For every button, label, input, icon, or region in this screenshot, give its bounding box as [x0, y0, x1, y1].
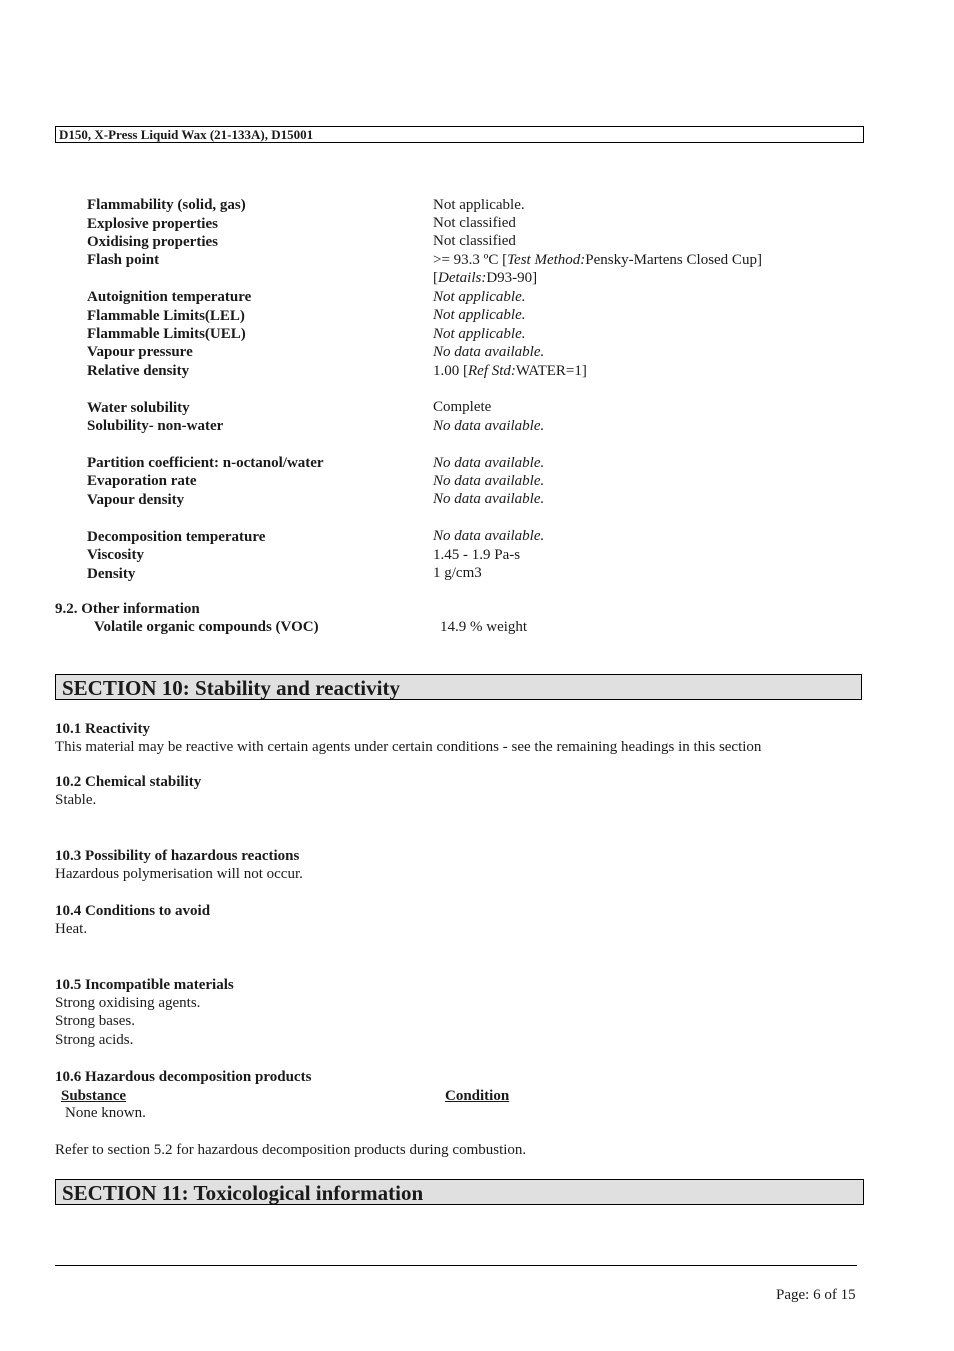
incompatible-heading: 10.5 Incompatible materials: [55, 977, 234, 993]
section-10-header: [55, 674, 862, 700]
substance-value: None known.: [65, 1105, 146, 1121]
incompatible-item: Strong acids.: [55, 1032, 134, 1048]
prop-label-relative-density: Relative density: [87, 363, 190, 379]
prop-label-explosive: Explosive properties: [87, 216, 218, 232]
substance-column-header: Substance: [61, 1088, 127, 1104]
prop-value-lel: Not applicable.: [433, 307, 526, 323]
hazardous-reactions-heading: 10.3 Possibility of hazardous reactions: [55, 848, 300, 864]
refer-text: Refer to section 5.2 for hazardous decomposition products during combustion.: [55, 1142, 527, 1158]
prop-value-vapour-density: No data available.: [433, 491, 545, 507]
prop-label-uel: Flammable Limits(UEL): [87, 326, 246, 342]
other-info-heading: 9.2. Other information: [55, 601, 200, 617]
prop-value-flash-point: >= 93.3 ºC [Test Method:Pensky-Martens Closed Cup]: [433, 252, 762, 268]
prop-label-flash-point: Flash point: [87, 252, 160, 268]
prop-label-oxidising: Oxidising properties: [87, 234, 218, 250]
reactivity-heading: 10.1 Reactivity: [55, 721, 150, 737]
prop-label-density: Density: [87, 566, 136, 582]
stability-text: Stable.: [55, 792, 97, 808]
prop-value-viscosity: 1.45 - 1.9 Pa-s: [433, 547, 521, 563]
prop-label-viscosity: Viscosity: [87, 547, 144, 563]
section-11-header: [55, 1179, 864, 1205]
prop-label-vapour-pressure: Vapour pressure: [87, 344, 193, 360]
section-11-title: SECTION 11: Toxicological information: [62, 1181, 424, 1205]
prop-label-autoignition: Autoignition temperature: [87, 289, 252, 305]
conditions-heading: 10.4 Conditions to avoid: [55, 903, 211, 919]
document-title: D150, X-Press Liquid Wax (21-133A), D15001: [59, 127, 314, 142]
prop-label-water-solubility: Water solubility: [87, 400, 190, 416]
incompatible-item: Strong bases.: [55, 1013, 135, 1029]
prop-label-decomposition-temp: Decomposition temperature: [87, 529, 266, 545]
document-header: [55, 126, 864, 143]
condition-column-header: Condition: [445, 1088, 510, 1104]
prop-value-oxidising: Not classified: [433, 233, 516, 249]
prop-value-flammability: Not applicable.: [433, 197, 525, 213]
prop-label-partition: Partition coefficient: n-octanol/water: [87, 455, 324, 471]
section-10-title: SECTION 10: Stability and reactivity: [62, 676, 400, 700]
prop-label-solubility-non-water: Solubility- non-water: [87, 418, 224, 434]
footer-divider: [55, 1265, 857, 1266]
voc-label: Volatile organic compounds (VOC): [94, 619, 319, 635]
prop-label-flammability: Flammability (solid, gas): [87, 197, 246, 213]
prop-value-evaporation: No data available.: [433, 473, 545, 489]
stability-heading: 10.2 Chemical stability: [55, 774, 202, 790]
prop-value-relative-density: 1.00 [Ref Std:WATER=1]: [433, 363, 587, 379]
incompatible-item: Strong oxidising agents.: [55, 995, 201, 1011]
prop-value-uel: Not applicable.: [433, 326, 526, 342]
prop-value-water-solubility: Complete: [433, 399, 492, 415]
prop-value-vapour-pressure: No data available.: [433, 344, 545, 360]
prop-value-density: 1 g/cm3: [433, 565, 482, 581]
prop-value-flash-point-details: [Details:D93-90]: [433, 270, 538, 286]
prop-label-vapour-density: Vapour density: [87, 492, 185, 508]
reactivity-text: This material may be reactive with certain agents under certain conditions - see the remaining headings in this section: [55, 739, 762, 755]
prop-label-evaporation: Evaporation rate: [87, 473, 197, 489]
decomposition-heading: 10.6 Hazardous decomposition products: [55, 1069, 312, 1085]
page-number: Page: 6 of 15: [776, 1287, 856, 1303]
prop-value-decomposition-temp: No data available.: [433, 528, 545, 544]
voc-value: 14.9 % weight: [440, 619, 528, 635]
prop-value-partition: No data available.: [433, 455, 545, 471]
prop-value-autoignition: Not applicable.: [433, 289, 526, 305]
prop-value-explosive: Not classified: [433, 215, 516, 231]
hazardous-reactions-text: Hazardous polymerisation will not occur.: [55, 866, 303, 882]
prop-value-solubility-non-water: No data available.: [433, 418, 545, 434]
conditions-text: Heat.: [55, 921, 88, 937]
prop-label-lel: Flammable Limits(LEL): [87, 308, 245, 324]
